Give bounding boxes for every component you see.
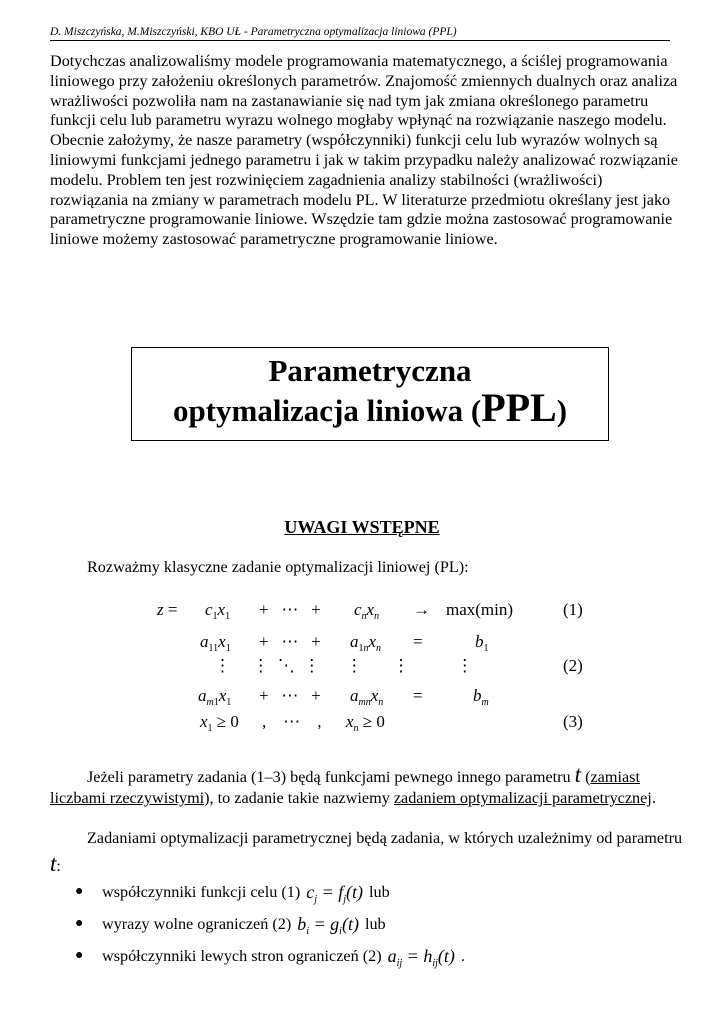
- paragraph-parametric: Zadaniami optymalizacji parametrycznej będą zadania, w których uzależnimy od parametru t:: [50, 829, 683, 876]
- title-line-2: [132, 385, 608, 431]
- title-line-1: Parametryczna: [268, 353, 472, 388]
- list-item: ● współczynniki funkcji celu (1) $c_j = f_j(t)$ lub: [50, 876, 465, 908]
- list-item: ● wyrazy wolne ograniczeń (2) $b_i = g_i(t)$ lub: [50, 908, 465, 940]
- math-row-objective: z =: [157, 600, 178, 619]
- param-t-2: t: [50, 851, 57, 876]
- title-line-2-text: optymalizacja liniowa (: [172, 393, 482, 428]
- running-header: D. Miszczyńska, M.Miszczyński, KBO UŁ - Parametryczna optymalizacja liniowa (PPL): [50, 26, 670, 41]
- bullet-icon: ●: [75, 884, 84, 899]
- formula-aij: $a_{ij} = h_{ij}(t)$: [387, 945, 455, 969]
- bullet-icon: ●: [75, 916, 84, 931]
- param-t: t: [574, 762, 582, 787]
- title-paren: ): [556, 393, 568, 428]
- formula-bi: $b_i = g_i(t)$: [297, 913, 359, 937]
- eq-label-1: (1): [563, 600, 583, 619]
- underlined-phrase-1: zamiast liczbami rzeczywistymi: [50, 768, 640, 807]
- eq-label-2: (2): [563, 656, 583, 675]
- formula-cj: $c_j = f_j(t)$: [306, 881, 363, 905]
- section-heading: UWAGI WSTĘPNE: [284, 517, 440, 537]
- title-box: [131, 347, 609, 441]
- list-item: ● współczynniki lewych stron ograniczeń (2) $a_{ij} = h_{ij}(t)$ .: [50, 940, 465, 972]
- lead-sentence: Rozważmy klasyczne zadanie optymalizacji liniowej (PL):: [87, 558, 469, 576]
- parameter-list: [50, 876, 465, 972]
- eq-label-3: (3): [563, 712, 583, 731]
- bullet-icon: ●: [75, 948, 84, 963]
- intro-text: [50, 52, 680, 250]
- intro-paragraph-1: Dotychczas analizowaliśmy modele programowania matematycznego, a ściślej programowania liniowego przy założeniu określonych parametrów. Znajomość zmiennych dualnych oraz analiza wrażliwości pozwoliła nam na zastanawianie się nad tym jak zmiana określonego parametru funkcji celu lub parametru wyrazu wolnego mogłaby wpłynąć na rozwiązanie naszego modelu.: [50, 52, 678, 130]
- title-ppl: PPL: [481, 385, 557, 430]
- objective-sense: max(min): [446, 600, 514, 619]
- intro-paragraph-2: Obecnie założymy, że nasze parametry (współczynniki) funkcji celu lub wyrazów wolnych są liniowymi funkcjami jednego parametru i jak w takim przypadku należy analizować rozwiązanie modelu. Problem ten jest rozwinięciem zagadnienia analizy stabilności (wrażliwości) rozwiązania na zmiany w parametrach modelu PL. W literaturze przedmiotu określany jest jako parametryczne programowanie liniowe. Wszędzie tam gdzie można zastosować programowanie liniowe możemy zastosować parametryczne programowanie liniowe.: [50, 131, 678, 249]
- underlined-phrase-2: zadaniem optymalizacji parametrycznej: [393, 789, 652, 807]
- paragraph-definition: Jeżeli parametry zadania (1–3) będą funkcjami pewnego innego parametru t (zamiast liczbami rzeczywistymi), to zadanie takie nazwiemy zadaniem optymalizacji parametrycznej.: [50, 762, 656, 807]
